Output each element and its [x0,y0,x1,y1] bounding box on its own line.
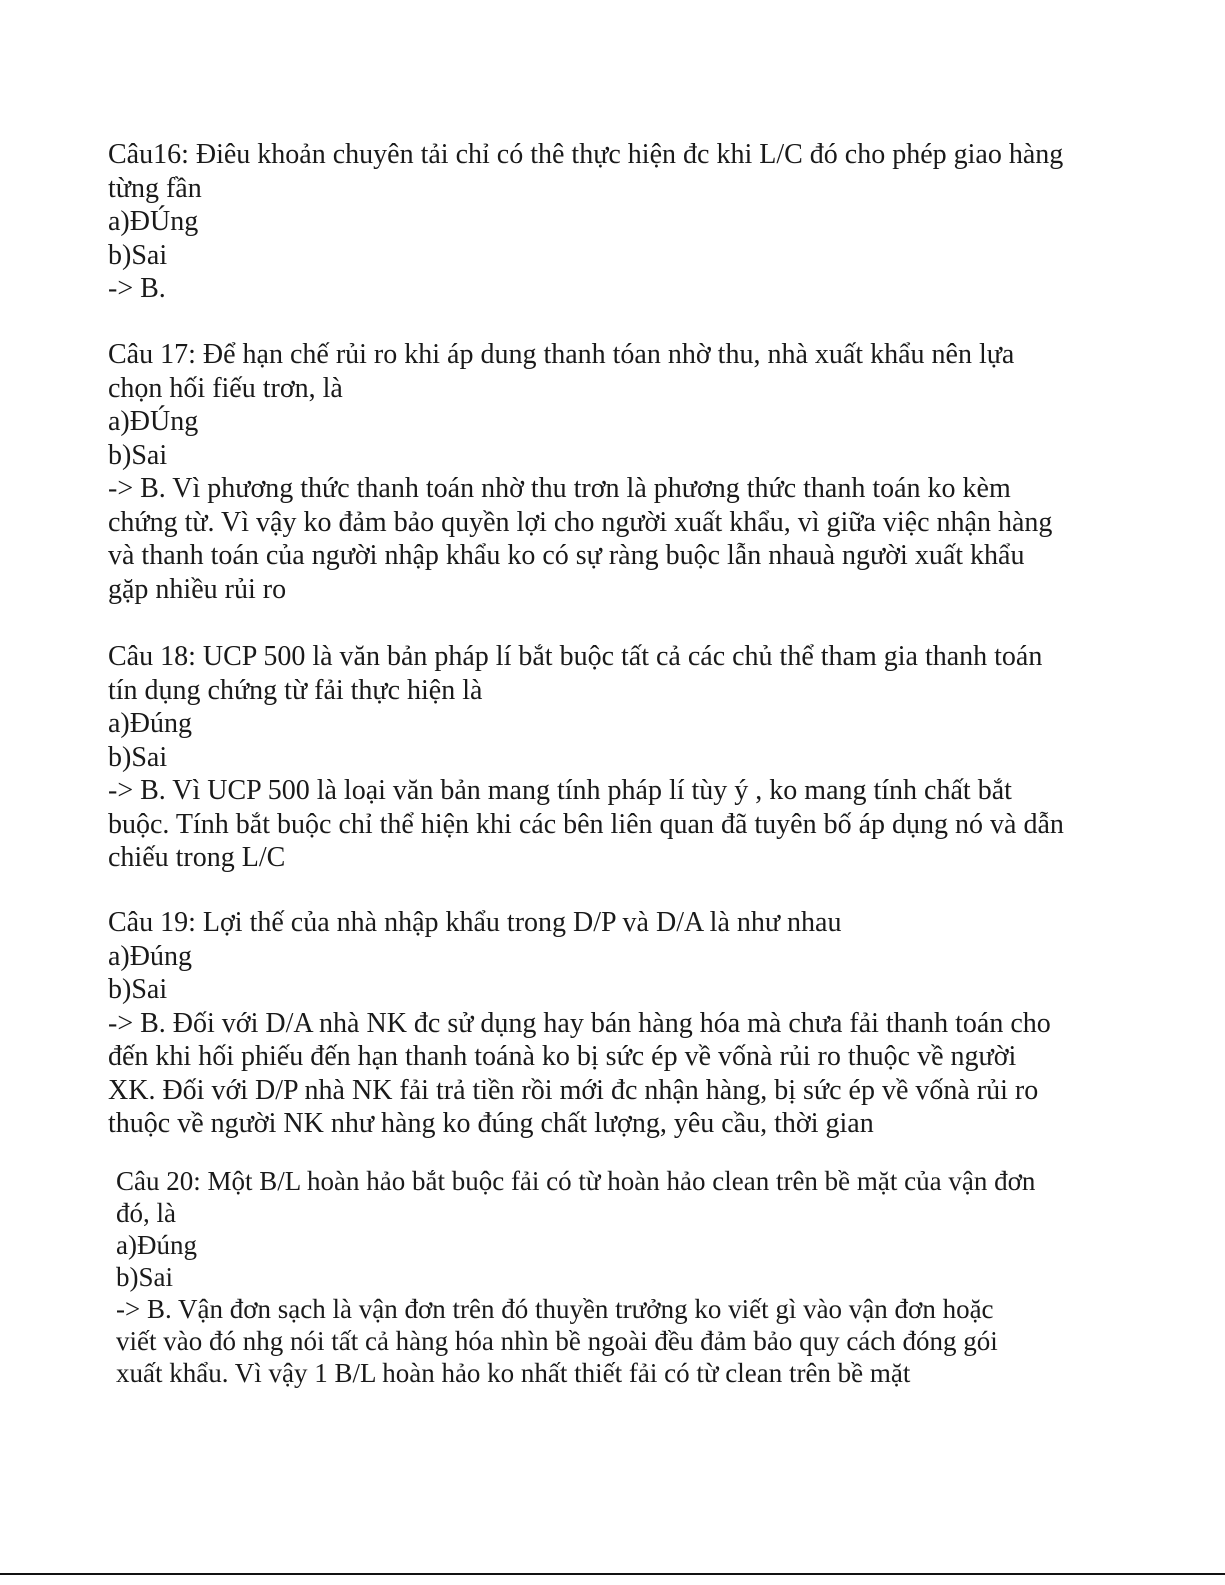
question-prompt: Câu 17: Để hạn chế rủi ro khi áp dung thanh tóan nhờ thu, nhà xuất khẩu nên lựa chọn hối fiếu trơn, là [108,339,1015,404]
option-b: b)Sai [108,239,168,271]
answer-explanation: -> B. Vì phương thức thanh toán nhờ thu trơn là phương thức thanh toán ko kèm chứng từ. Vì vậy ko đảm bảo quyền lợi cho người xuất khẩu, vì giữa việc nhận hàng và thanh toán của người nhập khẩu ko có sự ràng buộc lẫn nhauà người xuất khẩu gặp nhiều rủi ro [108,473,1053,605]
question-20 [116,1165,1036,1389]
option-a: a)ĐÚng [108,206,199,237]
option-b: b)Sai [108,974,168,1005]
question-16 [108,138,1068,306]
question-18 [108,640,1068,875]
answer-explanation: -> B. [108,273,166,304]
answer-explanation: -> B. Vì UCP 500 là loại văn bản mang tính pháp lí tùy ý , ko mang tính chất bắt buộc. Tính bắt buộc chỉ thể hiện khi các bên liên quan đã tuyên bố áp dụng nó và dẫn chiếu trong L/C [108,775,1064,873]
option-a: a)ĐÚng [108,406,199,437]
question-19 [108,906,1068,1141]
option-a: a)Đúng [108,940,192,972]
option-b: b)Sai [116,1262,173,1292]
option-a: a)Đúng [116,1230,197,1260]
answer-explanation: -> B. Vận đơn sạch là vận đơn trên đó thuyền trưởng ko viết gì vào vận đơn hoặc viết vào đó nhg nói tất cả hàng hóa nhìn bề ngoài đều đảm bảo quy cách đóng gói xuất khẩu. Vì vậy 1 B/L hoàn hảo ko nhất thiết fải có từ clean trên bề mặt [116,1294,998,1388]
question-prompt: Câu 19: Lợi thế của nhà nhập khẩu trong D/P và D/A là như nhau [108,907,842,938]
page-bottom-rule [0,1573,1225,1575]
option-a: a)Đúng [108,708,192,739]
option-b: b)Sai [108,741,168,773]
option-b: b)Sai [108,439,168,471]
question-prompt: Câu 20: Một B/L hoàn hảo bắt buộc fải có từ hoàn hảo clean trên bề mặt của vận đơn đó, là [116,1166,1036,1228]
question-17 [108,338,1068,606]
question-prompt: Câu16: Điêu khoản chuyên tải chỉ có thê thực hiện đc khi L/C đó cho phép giao hàng từng fần [108,139,1064,204]
answer-explanation: -> B. Đối với D/A nhà NK đc sử dụng hay bán hàng hóa mà chưa fải thanh toán cho đến khi hối phiếu đến hạn thanh toánà ko bị sức ép về vốnà rủi ro thuộc về người XK. Đối với D/P nhà NK fải trả tiền rồi mới đc nhận hàng, bị sức ép về vốnà rủi ro thuộc về người NK như hàng ko đúng chất lượng, yêu cầu, thời gian [108,1007,1051,1139]
question-prompt: Câu 18: UCP 500 là văn bản pháp lí bắt buộc tất cả các chủ thể tham gia thanh toán tín dụng chứng từ fải thực hiện là [108,641,1043,706]
